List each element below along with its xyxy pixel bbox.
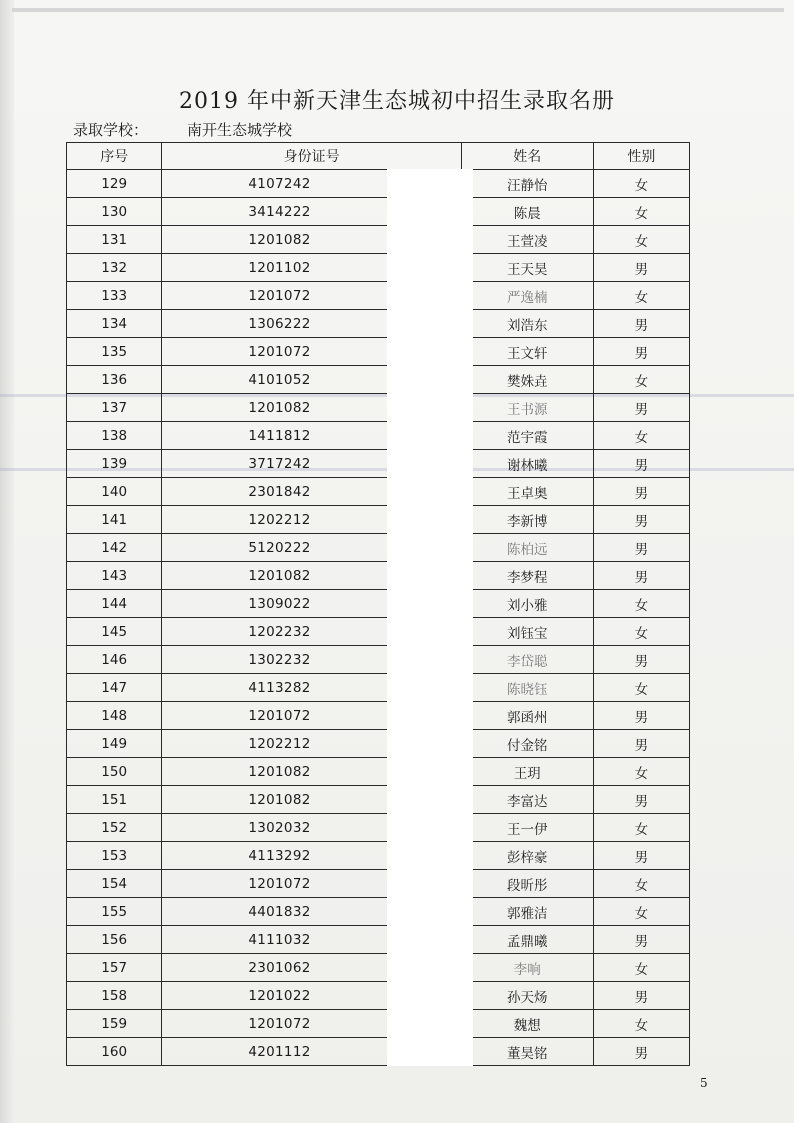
table-row: [67, 842, 690, 870]
cell-id-number: [162, 478, 461, 506]
cell-sex: 女: [593, 1010, 689, 1038]
cell-name: 魏想: [461, 1010, 593, 1038]
table-row: [67, 730, 690, 758]
table-row: [67, 898, 690, 926]
cell-seq: 156: [67, 926, 162, 954]
redaction-block: [387, 729, 473, 758]
id-number-text: 3414222: [248, 204, 311, 220]
admission-roster-table: [66, 142, 690, 1066]
cell-id-number: [162, 898, 461, 926]
cell-sex: 男: [593, 254, 689, 282]
table-row: [67, 982, 690, 1010]
cell-name: 樊姝垚: [461, 366, 593, 394]
id-number-text: 1306222: [248, 316, 311, 332]
cell-seq: 147: [67, 674, 162, 702]
cell-name: 郭雅洁: [461, 898, 593, 926]
header-id-number: 身份证号: [162, 143, 461, 170]
id-number-text: 1302032: [248, 820, 311, 836]
cell-id-number: [162, 450, 461, 478]
cell-name: 王书源: [461, 394, 593, 422]
cell-id-number: [162, 282, 461, 310]
cell-name: 刘小雅: [461, 590, 593, 618]
school-name: 南开生态城学校: [187, 121, 293, 139]
cell-id-number: [162, 926, 461, 954]
cell-seq: 145: [67, 618, 162, 646]
id-number-text: 1201082: [248, 232, 311, 248]
id-number-text: 1201082: [248, 568, 311, 584]
cell-id-number: [162, 310, 461, 338]
cell-seq: 149: [67, 730, 162, 758]
cell-seq: 130: [67, 198, 162, 226]
cell-sex: 女: [593, 170, 689, 198]
id-number-text: 2301062: [248, 960, 311, 976]
cell-name: 陈柏远: [461, 534, 593, 562]
cell-seq: 137: [67, 394, 162, 422]
redaction-block: [387, 617, 473, 646]
redaction-block: [387, 393, 473, 422]
cell-id-number: [162, 1038, 461, 1066]
table-row: [67, 198, 690, 226]
table-row: [67, 338, 690, 366]
school-label: 录取学校：: [73, 121, 149, 139]
id-number-text: 1202212: [248, 512, 311, 528]
cell-seq: 154: [67, 870, 162, 898]
id-number-text: 3717242: [248, 456, 311, 472]
cell-seq: 146: [67, 646, 162, 674]
cell-id-number: [162, 562, 461, 590]
cell-name: 王天昊: [461, 254, 593, 282]
cell-name: 董昊铭: [461, 1038, 593, 1066]
cell-seq: 148: [67, 702, 162, 730]
cell-name: 严逸楠: [461, 282, 593, 310]
redaction-block: [387, 449, 473, 478]
cell-name: 李响: [461, 954, 593, 982]
table-row: [67, 310, 690, 338]
table-row: [67, 618, 690, 646]
cell-name: 王文轩: [461, 338, 593, 366]
cell-name: 王玥: [461, 758, 593, 786]
id-number-text: 2301842: [248, 484, 311, 500]
table-row: [67, 590, 690, 618]
cell-seq: 143: [67, 562, 162, 590]
id-number-text: 1309022: [248, 596, 311, 612]
table-row: [67, 534, 690, 562]
table-body: [67, 170, 690, 1066]
id-number-text: 1201072: [248, 876, 311, 892]
redaction-block: [387, 533, 473, 562]
cell-id-number: [162, 506, 461, 534]
cell-id-number: [162, 870, 461, 898]
id-number-text: 5120222: [248, 540, 311, 556]
id-number-text: 1201072: [248, 344, 311, 360]
cell-sex: 男: [593, 926, 689, 954]
table-row: [67, 870, 690, 898]
cell-sex: 女: [593, 366, 689, 394]
cell-sex: 男: [593, 310, 689, 338]
table-row: [67, 1010, 690, 1038]
cell-id-number: [162, 758, 461, 786]
redaction-block: [387, 589, 473, 618]
cell-seq: 139: [67, 450, 162, 478]
cell-seq: 142: [67, 534, 162, 562]
id-number-text: 1202212: [248, 736, 311, 752]
cell-id-number: [162, 814, 461, 842]
id-number-text: 1201022: [248, 988, 311, 1004]
cell-name: 范宇霞: [461, 422, 593, 450]
cell-id-number: [162, 198, 461, 226]
cell-sex: 女: [593, 758, 689, 786]
cell-name: 郭函州: [461, 702, 593, 730]
table-row: [67, 394, 690, 422]
scan-shadow-top: [12, 8, 784, 12]
table-row: [67, 226, 690, 254]
cell-sex: 女: [593, 590, 689, 618]
cell-sex: 女: [593, 618, 689, 646]
cell-name: 李新博: [461, 506, 593, 534]
cell-sex: 男: [593, 786, 689, 814]
cell-id-number: [162, 842, 461, 870]
cell-sex: 女: [593, 674, 689, 702]
cell-seq: 129: [67, 170, 162, 198]
cell-seq: 140: [67, 478, 162, 506]
cell-sex: 男: [593, 534, 689, 562]
cell-id-number: [162, 534, 461, 562]
id-number-text: 1202232: [248, 624, 311, 640]
table-row: [67, 674, 690, 702]
cell-name: 陈晓钰: [461, 674, 593, 702]
cell-name: 谢林曦: [461, 450, 593, 478]
cell-id-number: [162, 674, 461, 702]
cell-sex: 男: [593, 478, 689, 506]
table-row: [67, 366, 690, 394]
cell-sex: 女: [593, 870, 689, 898]
redaction-block: [387, 309, 473, 338]
cell-name: 李梦程: [461, 562, 593, 590]
table-row: [67, 786, 690, 814]
id-number-text: 4111032: [248, 932, 311, 948]
cell-name: 段昕彤: [461, 870, 593, 898]
redaction-block: [387, 757, 473, 786]
cell-sex: 女: [593, 898, 689, 926]
redaction-block: [387, 281, 473, 310]
cell-id-number: [162, 702, 461, 730]
cell-seq: 144: [67, 590, 162, 618]
cell-seq: 155: [67, 898, 162, 926]
table-row: [67, 646, 690, 674]
redaction-block: [387, 225, 473, 254]
table-header-row: [67, 143, 690, 170]
cell-id-number: [162, 590, 461, 618]
id-number-text: 4113292: [248, 848, 311, 864]
page-number: 5: [700, 1076, 708, 1090]
cell-name: 汪静怡: [461, 170, 593, 198]
table-row: [67, 506, 690, 534]
cell-sex: 男: [593, 338, 689, 366]
id-number-text: 1201102: [248, 260, 311, 276]
redaction-block: [387, 365, 473, 394]
redaction-block: [387, 701, 473, 730]
header-sex: 性别: [593, 143, 689, 170]
redaction-block: [387, 253, 473, 282]
cell-seq: 150: [67, 758, 162, 786]
redaction-block: [387, 169, 473, 198]
cell-seq: 159: [67, 1010, 162, 1038]
cell-name: 刘浩东: [461, 310, 593, 338]
cell-seq: 151: [67, 786, 162, 814]
table-row: [67, 422, 690, 450]
redaction-block: [387, 421, 473, 450]
cell-sex: 男: [593, 450, 689, 478]
id-number-text: 1201072: [248, 1016, 311, 1032]
cell-sex: 男: [593, 1038, 689, 1066]
cell-name: 孙天炀: [461, 982, 593, 1010]
id-number-text: 1201082: [248, 764, 311, 780]
cell-seq: 157: [67, 954, 162, 982]
redaction-block: [387, 897, 473, 926]
redaction-block: [387, 813, 473, 842]
cell-seq: 136: [67, 366, 162, 394]
table-row: [67, 450, 690, 478]
cell-seq: 152: [67, 814, 162, 842]
id-number-text: 1201082: [248, 792, 311, 808]
table-row: [67, 562, 690, 590]
redaction-block: [387, 925, 473, 954]
scan-shadow-left: [0, 0, 14, 1123]
table-row: [67, 926, 690, 954]
redaction-block: [387, 953, 473, 982]
cell-seq: 138: [67, 422, 162, 450]
cell-name: 王萱凌: [461, 226, 593, 254]
cell-id-number: [162, 982, 461, 1010]
cell-id-number: [162, 254, 461, 282]
school-row: [73, 119, 292, 140]
table-row: [67, 702, 690, 730]
id-number-text: 1302232: [248, 652, 311, 668]
cell-name: 李岱聪: [461, 646, 593, 674]
cell-name: 付金铭: [461, 730, 593, 758]
cell-name: 王一伊: [461, 814, 593, 842]
cell-sex: 男: [593, 982, 689, 1010]
cell-seq: 141: [67, 506, 162, 534]
table-row: [67, 814, 690, 842]
cell-sex: 男: [593, 842, 689, 870]
id-number-text: 1201082: [248, 400, 311, 416]
cell-sex: 男: [593, 730, 689, 758]
cell-id-number: [162, 394, 461, 422]
cell-name: 彭梓豪: [461, 842, 593, 870]
redaction-block: [387, 197, 473, 226]
id-number-text: 4401832: [248, 904, 311, 920]
id-number-text: 4107242: [248, 176, 311, 192]
cell-name: 陈晨: [461, 198, 593, 226]
cell-sex: 男: [593, 562, 689, 590]
cell-sex: 女: [593, 198, 689, 226]
redaction-block: [387, 337, 473, 366]
table-row: [67, 758, 690, 786]
redaction-block: [387, 785, 473, 814]
cell-id-number: [162, 1010, 461, 1038]
cell-seq: 135: [67, 338, 162, 366]
cell-id-number: [162, 646, 461, 674]
cell-id-number: [162, 730, 461, 758]
redaction-block: [387, 477, 473, 506]
cell-sex: 女: [593, 282, 689, 310]
cell-seq: 158: [67, 982, 162, 1010]
table-row: [67, 478, 690, 506]
id-number-text: 4201112: [248, 1044, 311, 1060]
cell-id-number: [162, 338, 461, 366]
cell-name: 刘钰宝: [461, 618, 593, 646]
redaction-block: [387, 1009, 473, 1038]
cell-seq: 133: [67, 282, 162, 310]
cell-sex: 女: [593, 954, 689, 982]
redaction-block: [387, 645, 473, 674]
cell-id-number: [162, 786, 461, 814]
cell-id-number: [162, 226, 461, 254]
id-number-text: 1411812: [248, 428, 311, 444]
cell-name: 李富达: [461, 786, 593, 814]
header-name: 姓名: [461, 143, 593, 170]
cell-seq: 132: [67, 254, 162, 282]
cell-sex: 男: [593, 506, 689, 534]
cell-sex: 女: [593, 814, 689, 842]
cell-seq: 131: [67, 226, 162, 254]
cell-sex: 女: [593, 422, 689, 450]
header-seq: 序号: [67, 143, 162, 170]
redaction-block: [387, 673, 473, 702]
cell-name: 王卓奥: [461, 478, 593, 506]
cell-id-number: [162, 422, 461, 450]
table-row: [67, 282, 690, 310]
cell-id-number: [162, 954, 461, 982]
redaction-block: [387, 1037, 473, 1066]
id-number-text: 1201072: [248, 708, 311, 724]
redaction-block: [387, 841, 473, 870]
cell-id-number: [162, 366, 461, 394]
cell-seq: 160: [67, 1038, 162, 1066]
cell-sex: 男: [593, 702, 689, 730]
table-row: [67, 254, 690, 282]
cell-name: 孟鼎曦: [461, 926, 593, 954]
redaction-block: [387, 869, 473, 898]
cell-sex: 女: [593, 226, 689, 254]
id-number-text: 1201072: [248, 288, 311, 304]
id-number-text: 4101052: [248, 372, 311, 388]
id-number-text: 4113282: [248, 680, 311, 696]
table-row: [67, 954, 690, 982]
redaction-block: [387, 561, 473, 590]
cell-sex: 男: [593, 646, 689, 674]
cell-seq: 134: [67, 310, 162, 338]
cell-sex: 男: [593, 394, 689, 422]
table-row: [67, 1038, 690, 1066]
cell-seq: 153: [67, 842, 162, 870]
document-title: 2019 年中新天津生态城初中招生录取名册: [179, 89, 615, 114]
redaction-block: [387, 505, 473, 534]
cell-id-number: [162, 618, 461, 646]
table-row: [67, 170, 690, 198]
redaction-block: [387, 981, 473, 1010]
cell-id-number: [162, 170, 461, 198]
